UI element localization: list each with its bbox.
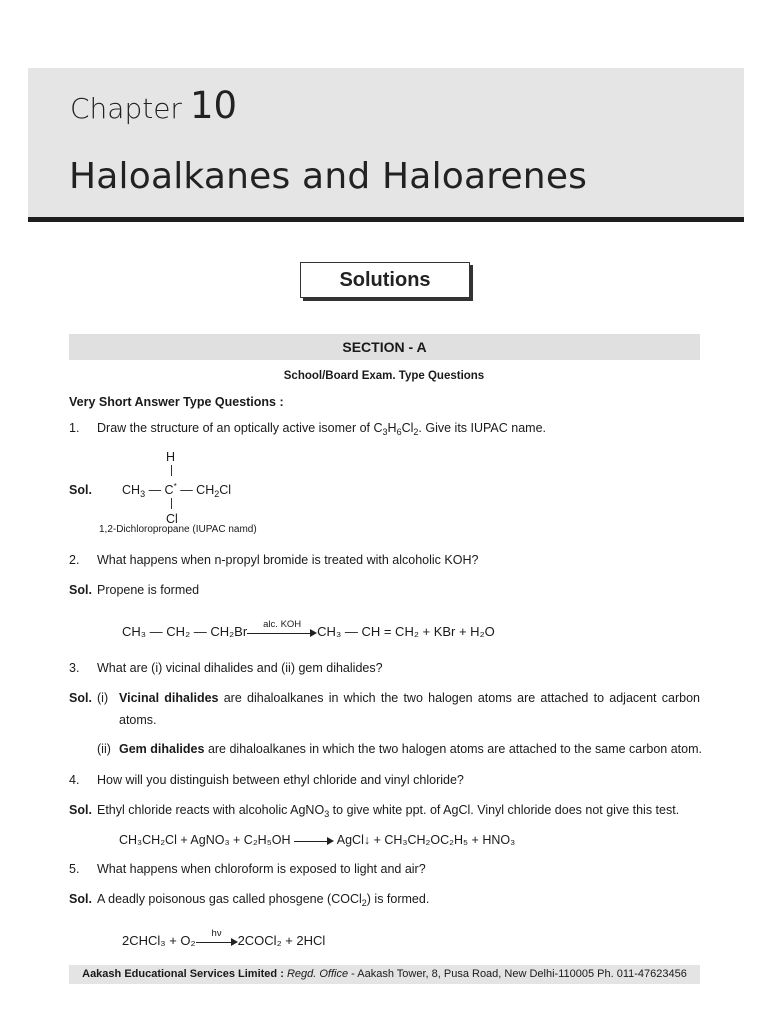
answer-text: Vicinal dihalides are dihaloalkanes in which the two halogen atoms are attached to adjacent carbon xyxy=(119,691,700,705)
question-text: How will you distinguish between ethyl chloride and vinyl chloride? xyxy=(97,773,464,787)
question-number: 1. xyxy=(69,421,80,435)
sol-label: Sol. xyxy=(69,691,92,705)
structure-bottom-atom: Cl xyxy=(166,512,178,526)
bond-vertical-bottom xyxy=(171,498,172,509)
reaction-equation xyxy=(119,832,515,848)
products: CH₃ — CH = CH₂ + KBr + H₂O xyxy=(317,624,495,639)
answer-text: Ethyl chloride reacts with alcoholic AgNO$_3$ to give white ppt. of AgCl. Vinyl chloride does not give this test. xyxy=(97,803,680,819)
arrow-label: alc. KOH xyxy=(263,618,302,630)
products: 2COCl₂ + 2HCl xyxy=(237,933,326,948)
question-text: What happens when chloroform is exposed to light and air? xyxy=(97,862,426,876)
reactants: CH₃CH₂Cl + AgNO₃ + C₂H₅OH xyxy=(119,833,291,847)
answer-text: A deadly poisonous gas called phosgene (COCl$_2$) is formed. xyxy=(97,892,430,908)
bond-vertical-top xyxy=(171,465,172,476)
answer-text: Propene is formed xyxy=(97,583,200,597)
reaction-arrow xyxy=(294,834,334,848)
page-footer xyxy=(69,965,700,984)
chapter-title: Haloalkanes and Haloarenes xyxy=(69,156,588,197)
structure-top-atom: H xyxy=(166,450,176,464)
structure-main-chain: $CH_3$ — C* — $CH_2Cl$ xyxy=(122,482,232,499)
question-number: 2. xyxy=(69,553,80,567)
section-subtitle: School/Board Exam. Type Questions xyxy=(283,370,485,382)
sol-label: Sol. xyxy=(69,483,92,497)
reaction-equation xyxy=(122,618,495,640)
structure-caption: 1,2-Dichloropropane (IUPAC namd) xyxy=(99,524,257,535)
question-number: 3. xyxy=(69,661,80,675)
reaction-equation xyxy=(122,927,326,949)
question-text: Draw the structure of an optically active isomer of $C_3H_6Cl_2$. Give its IUPAC name. xyxy=(97,421,547,437)
part-label: (ii) xyxy=(97,742,111,756)
answer-text-continued: atoms. xyxy=(119,713,157,727)
reactants: CH₃ — CH₂ — CH₂Br xyxy=(122,624,248,639)
question-number: 5. xyxy=(69,862,80,876)
section-title: SECTION - A xyxy=(69,334,700,360)
sol-label: Sol. xyxy=(69,583,92,597)
arrow-label: hν xyxy=(211,927,222,939)
reaction-arrow xyxy=(247,618,317,640)
question-text: What are (i) vicinal dihalides and (ii) gem dihalides? xyxy=(97,661,383,675)
sol-label: Sol. xyxy=(69,892,92,906)
reactants: 2CHCl₃ + O₂ xyxy=(122,933,196,948)
header-rule xyxy=(28,217,744,222)
question-number: 4. xyxy=(69,773,80,787)
question-type-heading: Very Short Answer Type Questions : xyxy=(69,395,284,409)
chapter-number: 10 xyxy=(189,84,238,127)
answer-text: Gem dihalides are dihaloalkanes in which the two halogen atoms are attached to the same carbon atom. xyxy=(119,742,702,756)
footer-office-label: Regd. Office xyxy=(286,968,349,980)
footer-company: Aakash Educational Services Limited : xyxy=(82,968,284,980)
sol-label: Sol. xyxy=(69,803,92,817)
products: AgCl↓ + CH₃CH₂OC₂H₅ + HNO₃ xyxy=(336,833,516,847)
chapter-label xyxy=(70,84,237,127)
chapter-word: Chapter xyxy=(70,92,182,125)
reaction-arrow xyxy=(196,927,238,949)
solutions-heading: Solutions xyxy=(300,262,470,298)
footer-address: - Aakash Tower, 8, Pusa Road, New Delhi-110005 Ph. 011-47623456 xyxy=(348,968,687,980)
part-label: (i) xyxy=(97,691,109,705)
question-text: What happens when n-propyl bromide is treated with alcoholic KOH? xyxy=(97,553,479,567)
